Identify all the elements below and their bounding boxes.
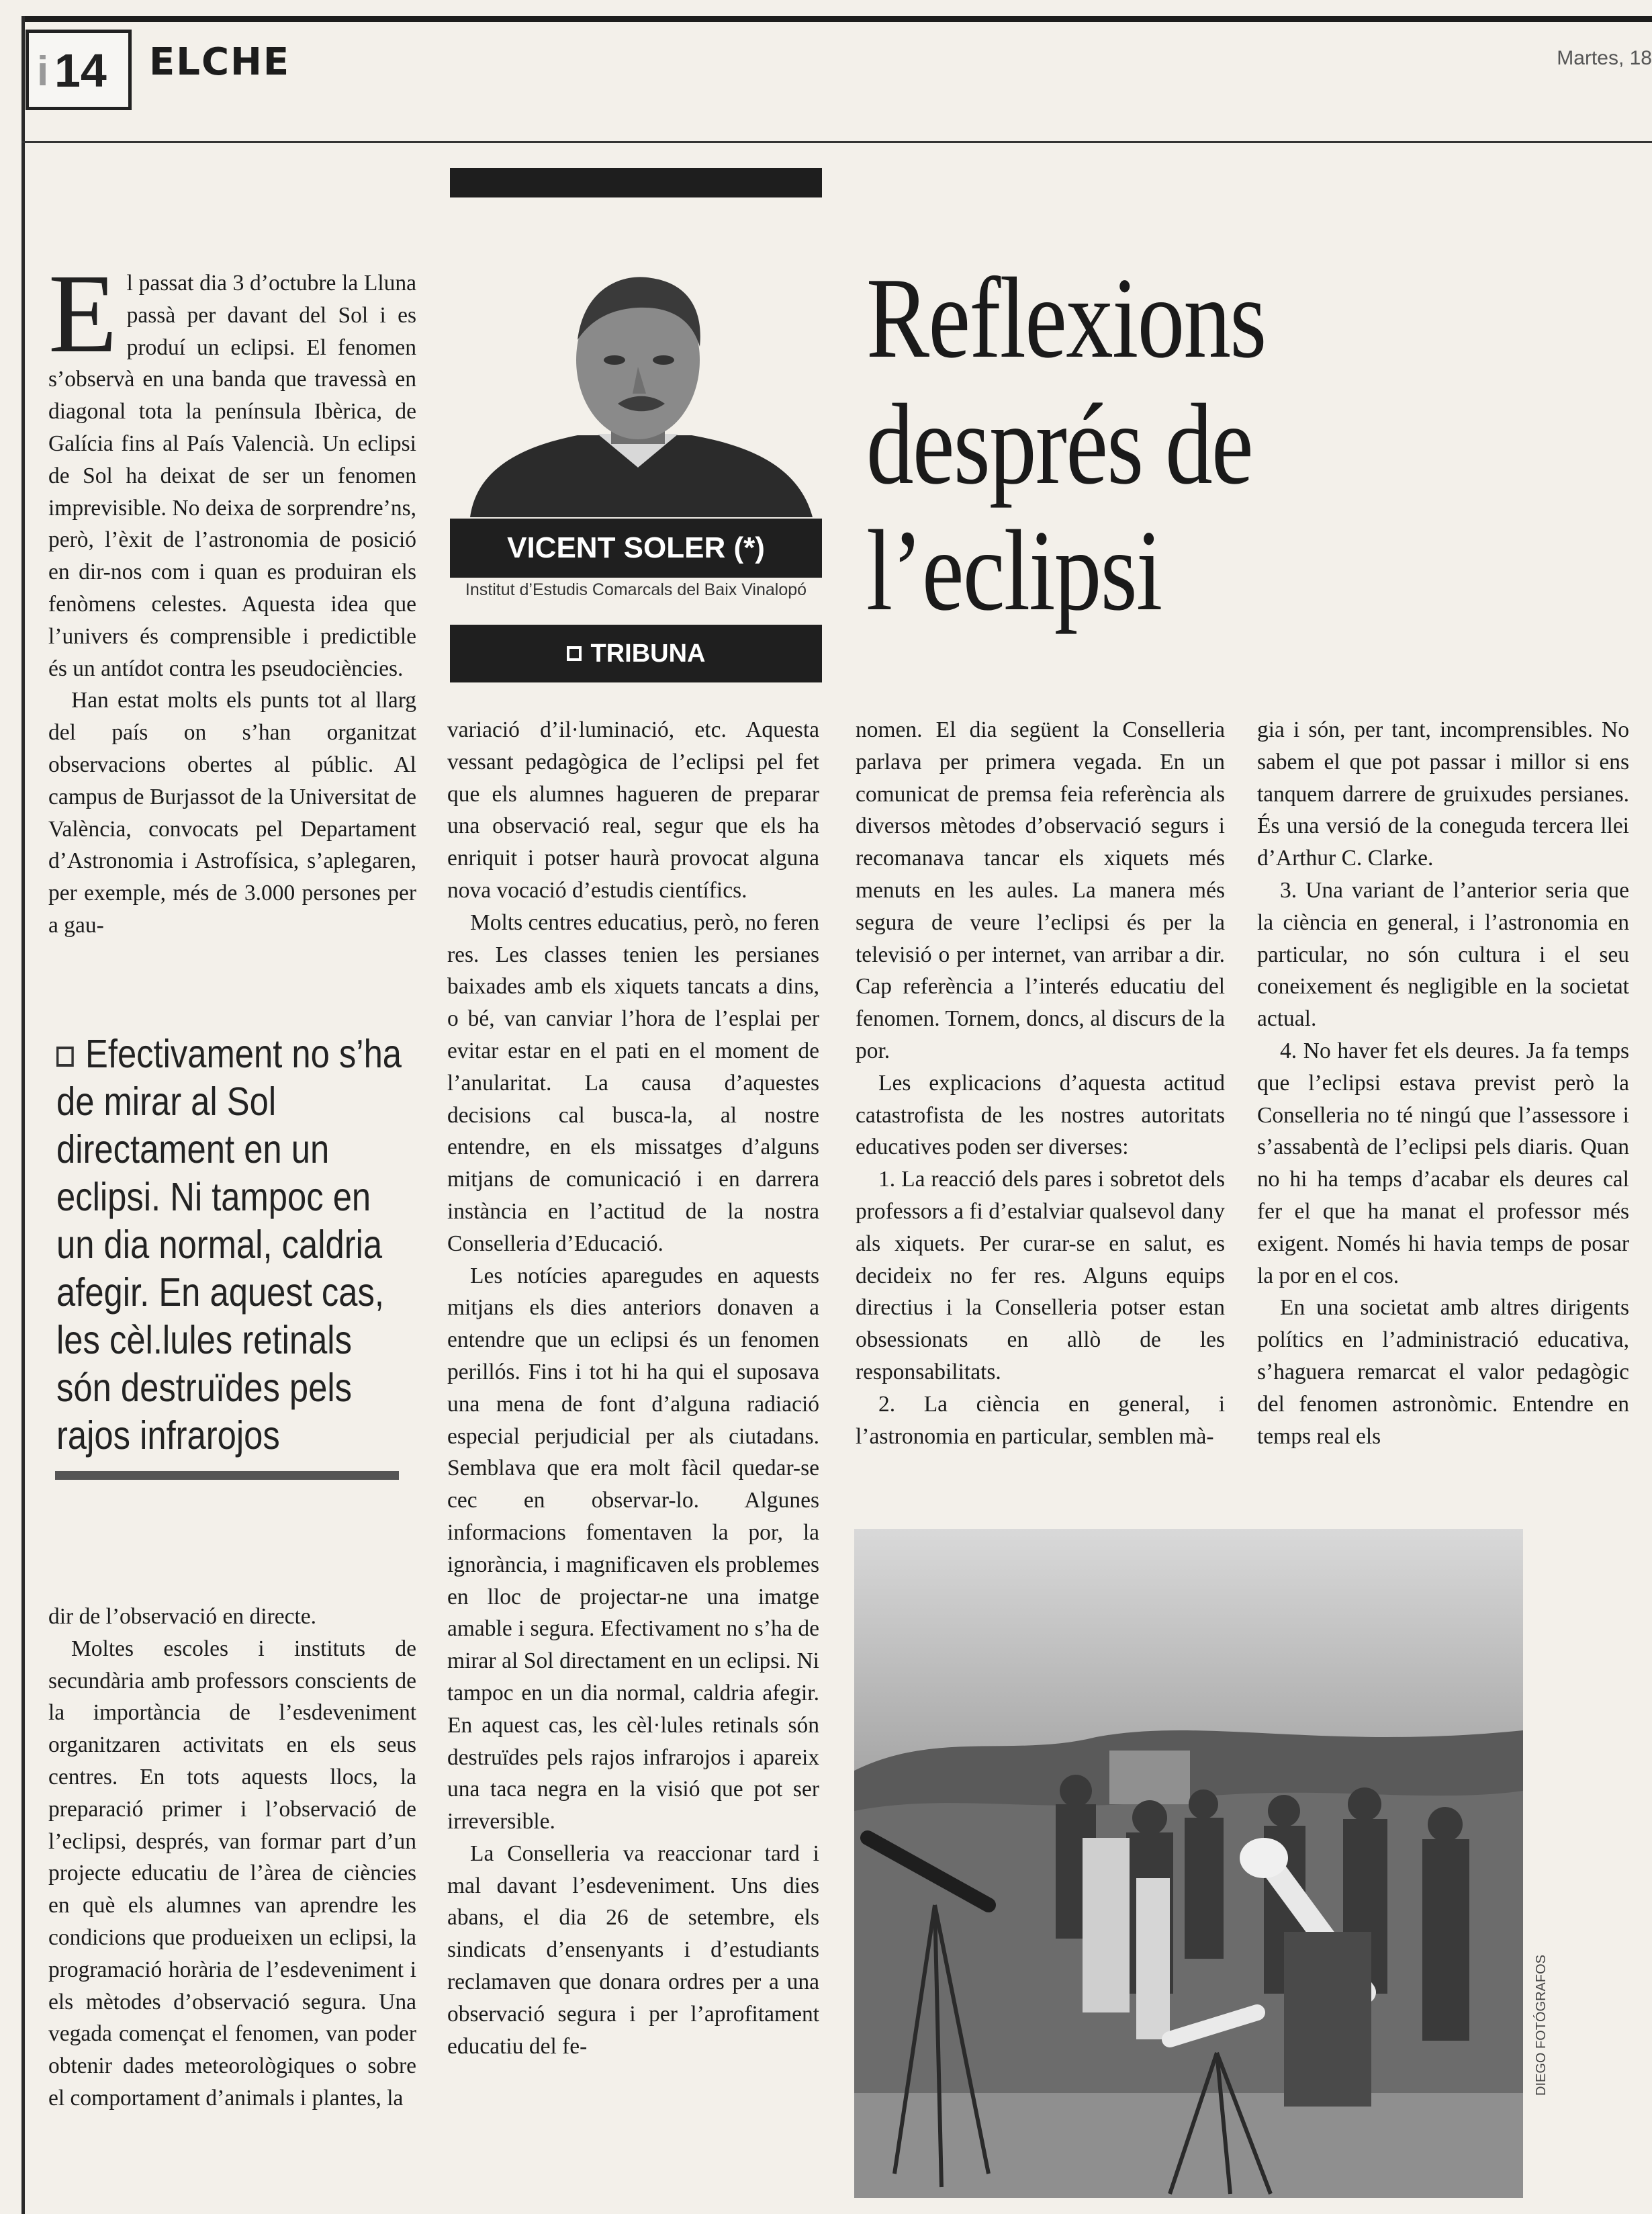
author-name: VICENT SOLER (*) (450, 519, 822, 578)
square-bullet-icon (567, 646, 582, 661)
paragraph: nomen. El dia següent la Conselleria parlava per primera vegada. En un comunicat de premsa feia referència als diversos mètodes d’observació segurs i recomanava tancar els xiquets més menuts en les aules. La manera més segura de veure l’eclipsi és per la televisió o per internet, van arribar a dir. Cap referència a l’interés educatiu del fenomen. Tornem, doncs, al discurs de la por. (856, 717, 1225, 1063)
author-portrait (450, 266, 822, 517)
author-top-bar (450, 168, 822, 197)
column-1-bottom (48, 1601, 416, 2115)
paragraph: gia i són, per tant, incomprensibles. No sabem el que pot passar i millor si ens tanquem darrere de gruixudes persianes. És una versió de la coneguda tercera llei d’Arthur C. Clarke. (1257, 717, 1629, 871)
pull-quote-rule (55, 1471, 399, 1480)
paragraph: Han estat molts els punts tot al llarg del país on s’han organitzat observacions obertes al públic. Al campus de Burjassot de la Universitat de València, convocats pel Departament d’Astronomia i Astrofísica, s’aplegaren, per exemple, més de 3.000 persones per a gau- (48, 688, 416, 938)
lead-text: l passat dia 3 d’octubre la Lluna passà per davant del Sol i es produí un eclipsi. El fenomen s’observà en una banda que travessà en diagonal tota la península Ibèrica, de Galícia fins al País Valencià. Un eclipsi de Sol ha deixat de ser un fenomen imprevisible. No deixa de sorprendre’ns, però, l’èxit de l’astronomia de posició en dir-nos com i quan es produiran els fenòmens celestes. Aquesta idea que l’univers és comprensible i predictible és un antídot contra les pseudociències. (48, 271, 416, 681)
paragraph: La Conselleria va reaccionar tard i mal davant l’esdeveniment. Uns dies abans, el dia 26 de setembre, els sindicats d’ensenyants i d’estudiants reclamaven que donara ordres per a una observació segura i per l’aprofitament educatiu del fe- (447, 1841, 819, 2059)
column-2 (447, 714, 819, 2062)
headline-line-3: l’eclipsi (866, 507, 1162, 635)
rubric-label: TRIBUNA (590, 639, 706, 668)
headline-line-2: després de (866, 381, 1252, 508)
paragraph: 2. La ciència en general, i l’astronomia en particular, semblen mà- (856, 1391, 1225, 1449)
column-1-top (48, 251, 416, 942)
left-rule (21, 16, 25, 2214)
header-rule (21, 141, 1652, 143)
column-3 (856, 714, 1225, 1452)
photo-credit: DIEGO FOTÓGRAFOS (1534, 1954, 1549, 2096)
page-prefix: i (37, 48, 49, 95)
paragraph: dir de l’observació en directe. (48, 1604, 317, 1629)
paragraph: 4. No haver fet els deures. Ja fa temps que l’eclipsi estava previst però la Conselleria no té ningú que l’assessore i s’assabentà de l’eclipsi pels diaris. Quan no hi ha temps d’acabar els deures cal fer el que ha manat el professor més exigent. Només hi havia temps de posar la por en el cos. (1257, 1038, 1629, 1288)
lead-paragraph (48, 251, 416, 684)
top-rule (21, 16, 1652, 22)
paragraph: 1. La reacció dels pares i sobretot dels professors a fi d’estalviar qualsevol dany als xiquets. Per curar-se en salut, es decideix no fer res. Alguns equips directius i la Conselleria potser estan obsessionats en allò de les responsabilitats. (856, 1167, 1225, 1384)
paragraph: En una societat amb altres dirigents polítics en l’administració educativa, s’haguera remarcat el valor pedagògic del fenomen astronòmic. Entendre en temps real els (1257, 1295, 1629, 1449)
column-4 (1257, 714, 1629, 1452)
section-title: ELCHE (149, 40, 291, 84)
paragraph: 3. Una variant de l’anterior seria que la ciència en general, i l’astronomia en particular, no són cultura i el seu coneixement és negligible en la societat actual. (1257, 877, 1629, 1032)
date-line: Martes, 18 (1557, 47, 1652, 69)
rubric-bar (450, 625, 822, 682)
page-number-box (26, 30, 132, 110)
paragraph: Les explicacions d’aquesta actitud catastrofista de les nostres autoritats educatives poden ser diverses: (856, 1070, 1225, 1160)
drop-cap: E (48, 251, 118, 376)
pull-quote-text: Efectivament no s’ha de mirar al Sol directament en un eclipsi. Ni tampoc en un dia normal, caldria afegir. En aquest cas, les cèl.lules retinals són destruïdes pels rajos infrarojos (56, 1032, 402, 1458)
paragraph: Moltes escoles i instituts de secundària amb professors conscients de la importància de l’esdeveniment organitzaren activitats en els seus centres. En tots aquests llocs, la preparació primer i l’observació de l’eclipsi, després, van formar part d’un projecte educatiu de l’àrea de ciències en què els alumnes van aprendre les condicions que produeixen un eclipsi, la programació horària de l’esdeveniment i els mètodes d’observació segura. Una vegada començat el fenomen, van poder obtenir dades meteorològiques o sobre el comportament d’animals i plantes, la (48, 1636, 416, 2111)
page-number: 14 (54, 44, 107, 97)
square-bullet-icon (56, 1047, 74, 1067)
headline (866, 255, 1266, 635)
paragraph: Molts centres educatius, però, no feren res. Les classes tenien les persianes baixades amb els xiquets tancats a dins, o bé, van canviar l’hora de l’esplai per evitar estar en el pati en el moment de l’anularitat. La causa d’aquestes decisions cal busca-la, al nostre entendre, en els missatges d’alguns mitjans de comunicació i en darrera instància en l’actitud de la nostra Conselleria d’Educació. (447, 910, 820, 1256)
paragraph: Les notícies aparegudes en aquests mitjans els dies anteriors donaven a entendre que un eclipsi és un fenomen perillós. Fins i tot hi ha qui el suposava una mena de font d’alguna radiació especial perjudicial per als ciutadans. Semblava que era molt fàcil quedar-se cec en observar-lo. Algunes informacions fomentaven la por, la ignorància, i magnificaven els problemes en lloc de projectar-ne una imatge amable i segura. Efectivament no s’ha de mirar al Sol directament en un eclipsi. Ni tampoc en un dia normal, caldria afegir. En aquest cas, les cèl·lules retinals són destruïdes pels rajos infrarojos i apareix una taca negra en la visió que pot ser irreversible. (447, 1263, 819, 1834)
author-institution: Institut d’Estudis Comarcals del Baix Vinalopó (465, 580, 807, 599)
paragraph: variació d’il·luminació, etc. Aquesta vessant pedagògica de l’eclipsi pel fet que els alumnes hagueren de preparar una observació real, segur que els ha enriquit i potser haurà provocat alguna nova vocació d’estudis científics. (447, 717, 819, 903)
eclipse-observation-photo (854, 1529, 1523, 2198)
headline-line-1: Reflexions (866, 255, 1266, 382)
pull-quote (56, 1030, 409, 1460)
